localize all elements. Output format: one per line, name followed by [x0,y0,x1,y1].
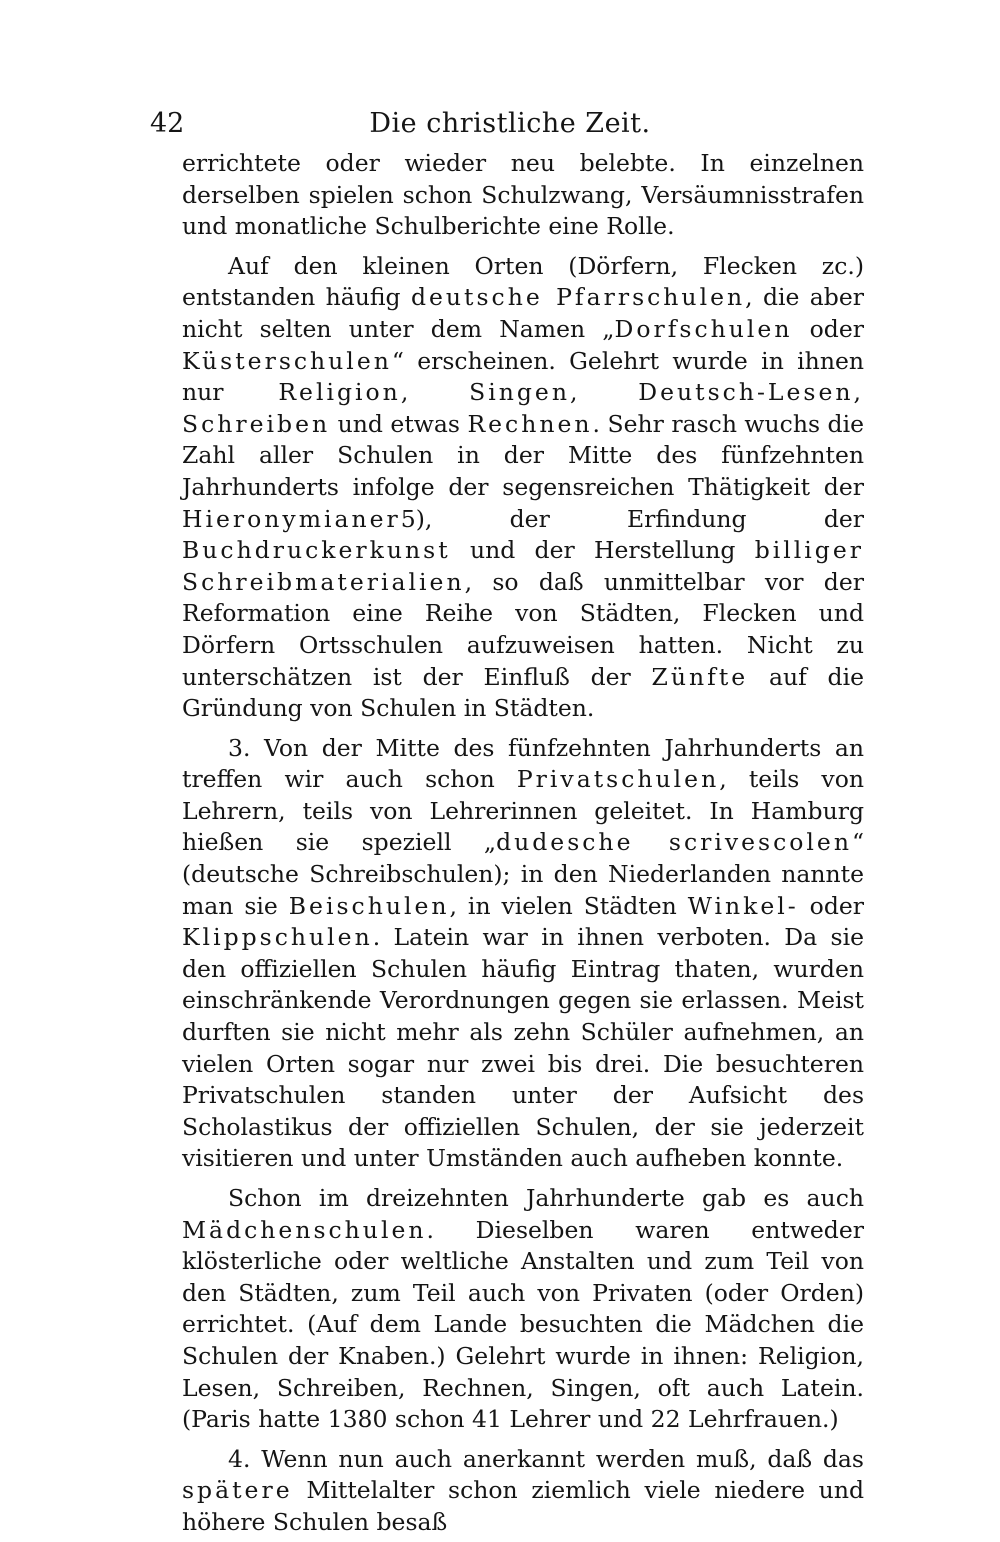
spaced-term: Mädchenschulen [182,1215,427,1244]
text-run: , so daß unmittelbar vor der Reformation eine Reihe von Städten, Flecken und Dörfern Ortsschulen aufzuweisen hatten. Nicht zu unterschätzen ist der Einfluß der [182,567,864,691]
spaced-term: Privatschulen [516,765,720,794]
text-run: Mittelalter schon ziemlich viele niedere und höhere Schulen besaß [182,1476,864,1536]
text-run: Schon im dreizehnten Jahrhunderte gab es auch [228,1184,864,1212]
spaced-term: Klippschulen [182,923,373,952]
spaced-term: Dorfschulen [614,314,793,343]
paragraph-late-middle-ages [182,1444,864,1539]
text-run: errichtete oder wieder neu belebte. In einzelnen derselben spielen schon Schulzwang, Versäumnisstrafen und monatliche Schulberichte eine Rolle. [182,149,864,241]
text-run: und etwas [330,409,468,438]
page-header [150,104,870,144]
spaced-term: deutsche Pfarrschulen [410,283,746,312]
text-run: oder [792,314,864,343]
text-run: Auf den kleinen Orten (Dörfern, Flecken zc.) entstanden häufig [182,251,864,312]
text-run: , die aber nicht selten unter dem Namen „ [182,283,864,343]
paragraph-girls-schools [182,1183,864,1436]
text-run: oder [798,891,864,920]
spaced-term: spätere [182,1476,293,1505]
text-run: auf die Gründung von Schulen in Städten. [182,662,865,723]
spaced-term: Buchdruckerkunst [182,536,451,565]
text-run: 3. Von der Mitte des fünfzehnten Jahrhunderts an treffen wir auch schon [182,733,864,794]
text-run: . Latein war in ihnen verboten. Da sie den offiziellen Schulen häufig Eintrag thaten, wurden einschränkende Verordnungen gegen sie erlassen. Meist durften sie nicht mehr als zehn Schüler aufnehmen, an vielen Orten sogar nur zwei bis drei. Die besuchteren Privatschulen standen unter der Aufsicht des Scholastikus der offiziellen Schulen, der sie jederzeit visitieren und unter Umständen auch aufheben konnte. [182,923,864,1173]
paragraph-private-schools [182,733,864,1175]
text-run: und der Herstellung [450,536,755,565]
spaced-term: billiger Schreibmaterialien [182,536,864,596]
spaced-term: Zünfte [651,662,749,691]
page-number: 42 [150,108,185,139]
spaced-term: Rechnen [467,409,593,438]
body-text [182,148,864,1541]
text-run: . Sehr rasch wuchs die Zahl aller Schulen in der Mitte des fünfzehnten Jahrhunderts infolge der segensreichen Thätigkeit der [182,409,864,501]
spaced-term: Religion, Singen, Deutsch-Lesen, Schreiben [182,378,864,438]
paragraph-parish-schools [182,251,864,725]
text-run: “ (deutsche Schreibschulen); in den Niederlanden nannte man sie [182,828,864,920]
spaced-term: dudesche scrivescolen [496,828,852,857]
spaced-term: Hieronymianer [182,504,401,533]
paragraph-continuation [182,148,864,243]
text-run: , in vielen Städten [449,891,688,920]
text-run: . Dieselben waren entweder klösterliche oder weltliche Anstalten und zum Teil von den Städten, zum Teil auch von Privaten (oder Orden) errichtet. (Auf dem Lande besuchten die Mädchen die Schulen der Knaben.) Gelehrt wurde in ihnen: Religion, Lesen, Schreiben, Rechnen, Singen, oft auch Latein. (Paris hatte 1380 schon 41 Lehrer und 22 Lehrfrauen.) [182,1215,864,1434]
text-run: , teils von Lehrern, teils von Lehrerinnen geleitet. In Hamburg hießen sie speziell „ [182,765,864,857]
text-run: “ erscheinen. Gelehrt wurde in ihnen nur [182,346,864,407]
text-run: 5), der Erfindung der [400,504,864,533]
text-run: 4. Wenn nun auch anerkannt werden muß, daß das [228,1444,864,1473]
spaced-term: Küsterschulen [182,346,392,375]
spaced-term: Winkel- [687,891,799,920]
spaced-term: Beischulen [288,891,450,920]
running-title: Die christliche Zeit. [369,108,651,139]
